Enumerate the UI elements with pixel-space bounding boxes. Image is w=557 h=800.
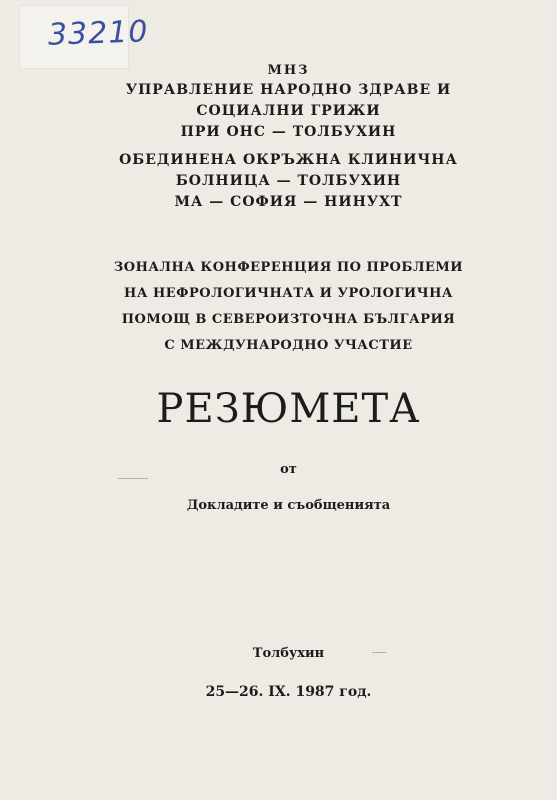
conference-line-4: С МЕЖДУНАРОДНО УЧАСТИЕ <box>164 338 413 353</box>
inventory-number: 33210 <box>47 14 150 53</box>
publication-city: Толбухин <box>252 646 325 661</box>
authority-line-1: УПРАВЛЕНИЕ НАРОДНО ЗДРАВЕ И <box>125 82 452 98</box>
document-subtitle: Докладите и съобщенията <box>186 498 391 513</box>
conference-line-1: ЗОНАЛНА КОНФЕРЕНЦИЯ ПО ПРОБЛЕМИ <box>113 260 464 275</box>
print-smudge <box>118 478 148 479</box>
authority-line-3: ПРИ ОНС — ТОЛБУХИН <box>180 124 397 140</box>
library-stamp <box>20 6 150 68</box>
from-word: от <box>280 462 297 477</box>
hospital-line-1: ОБЕДИНЕНА ОКРЪЖНА КЛИНИЧНА <box>119 152 458 168</box>
conference-line-3: ПОМОЩ В СЕВЕРОИЗТОЧНА БЪЛГАРИЯ <box>121 312 456 327</box>
hospital-line-2: БОЛНИЦА — ТОЛБУХИН <box>175 173 402 189</box>
hospital-line-3: МА — СОФИЯ — НИНУХТ <box>174 194 403 210</box>
publication-date: 25—26. IX. 1987 год. <box>205 684 372 700</box>
authority-line-2: СОЦИАЛНИ ГРИЖИ <box>196 103 381 119</box>
conference-line-2: НА НЕФРОЛОГИЧНАТА И УРОЛОГИЧНА <box>124 286 453 301</box>
ministry-abbreviation: МНЗ <box>267 63 310 78</box>
document-title: РЕЗЮМЕТА <box>156 386 421 432</box>
